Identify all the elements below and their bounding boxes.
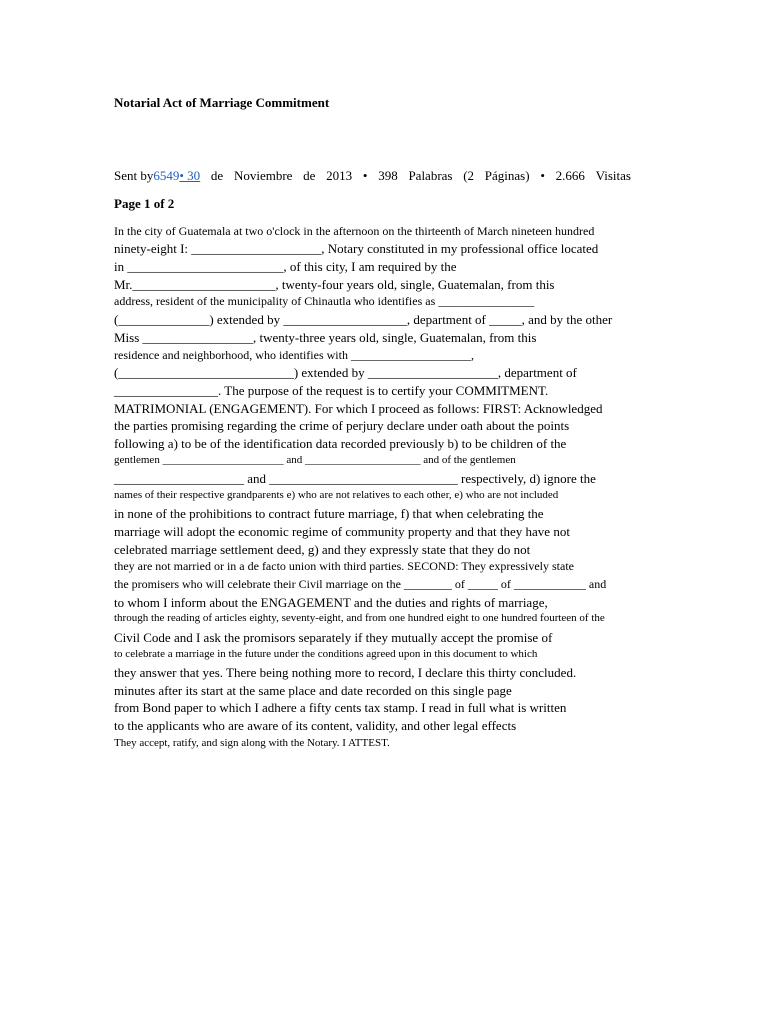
- meta-word: Noviembre: [233, 168, 293, 183]
- body-line: in none of the prohibitions to contract future marriage, f) that when celebrating the: [114, 506, 544, 521]
- body-line: ________________. The purpose of the request is to certify your COMMITMENT.: [114, 383, 549, 398]
- body-line: In the city of Guatemala at two o'clock in the afternoon on the thirteenth of March nineteen hundred: [114, 224, 595, 238]
- meta-word: 2013: [326, 168, 353, 183]
- body-line: to whom I inform about the ENGAGEMENT and the duties and rights of marriage,: [114, 595, 548, 610]
- meta-word: Páginas): [484, 168, 530, 183]
- body-line: Miss _________________, twenty-three years old, single, Guatemalan, from this: [114, 330, 537, 345]
- body-line: following a) to be of the identification data recorded previously b) to be children of the: [114, 436, 567, 451]
- body-line: the parties promising regarding the crime of perjury declare under oath about the points: [114, 418, 570, 433]
- meta-word: (2: [463, 168, 475, 183]
- meta-word: Palabras: [408, 168, 453, 183]
- body-line: (______________) extended by ___________________, department of _____, and by the other: [114, 312, 613, 327]
- body-line: they are not married or in a de facto union with third parties. SECOND: They expressively state: [114, 559, 574, 573]
- body-line: gentlemen ______________________ and _____________________ and of the gentlemen: [114, 454, 516, 466]
- body-line: celebrated marriage settlement deed, g) and they expressly state that they do not: [114, 542, 531, 557]
- document-title: Notarial Act of Marriage Commitment: [114, 95, 330, 110]
- body-line: they answer that yes. There being nothing more to record, I declare this thirty concluded.: [114, 665, 577, 680]
- body-line: marriage will adopt the economic regime of community property and that they have not: [114, 524, 570, 539]
- body-line: Civil Code and I ask the promisors separately if they mutually accept the promise of: [114, 630, 553, 645]
- body-line: names of their respective grandparents e) who are not relatives to each other, e) who are not included: [114, 489, 559, 501]
- meta-word: •: [362, 168, 368, 183]
- meta-word: 2.666: [555, 168, 585, 183]
- body-line: (___________________________) extended by ____________________, department of: [114, 365, 577, 380]
- body-line: MATRIMONIAL (ENGAGEMENT). For which I proceed as follows: FIRST: Acknowledged: [114, 401, 603, 416]
- page-indicator: Page 1 of 2: [114, 196, 175, 211]
- body-line: Mr.______________________, twenty-four years old, single, Guatemalan, from this: [114, 277, 555, 292]
- sent-by-group: [114, 168, 200, 184]
- body-line: ninety-eight I: ____________________, Notary constituted in my professional office located: [114, 241, 599, 256]
- body-line: They accept, ratify, and sign along with the Notary. I ATTEST.: [114, 737, 390, 749]
- body-line: address, resident of the municipality of Chinautla who identifies as ________________: [114, 294, 535, 308]
- meta-word: de: [210, 168, 224, 183]
- body-line: in ________________________, of this city, I am required by the: [114, 259, 457, 274]
- meta-word: •: [540, 168, 545, 183]
- body-line: to celebrate a marriage in the future under the conditions agreed upon in this document to which: [114, 648, 538, 660]
- body-line: from Bond paper to which I adhere a fifty cents tax stamp. I read in full what is written: [114, 700, 567, 715]
- meta-word: de: [303, 168, 316, 183]
- body-line: ____________________ and _____________________________ respectively, d) ignore the: [114, 471, 596, 486]
- meta-word: Visitas: [595, 168, 631, 183]
- body-line: residence and neighborhood, who identifies with ____________________,: [114, 348, 474, 362]
- date-link[interactable]: • 30: [179, 168, 201, 183]
- body-line: the promisers who will celebrate their Civil marriage on the ________ of _____ of ____________ and: [114, 577, 607, 591]
- body-line: minutes after its start at the same place and date recorded on this single page: [114, 683, 512, 698]
- document-meta: [114, 168, 631, 184]
- body-line: through the reading of articles eighty, seventy-eight, and from one hundred eight to one hundred fourteen of the: [114, 612, 605, 624]
- meta-word: 398: [378, 168, 398, 183]
- sent-by-label: Sent by: [114, 168, 154, 183]
- author-link[interactable]: 6549: [153, 168, 180, 183]
- body-line: to the applicants who are aware of its content, validity, and other legal effects: [114, 718, 517, 733]
